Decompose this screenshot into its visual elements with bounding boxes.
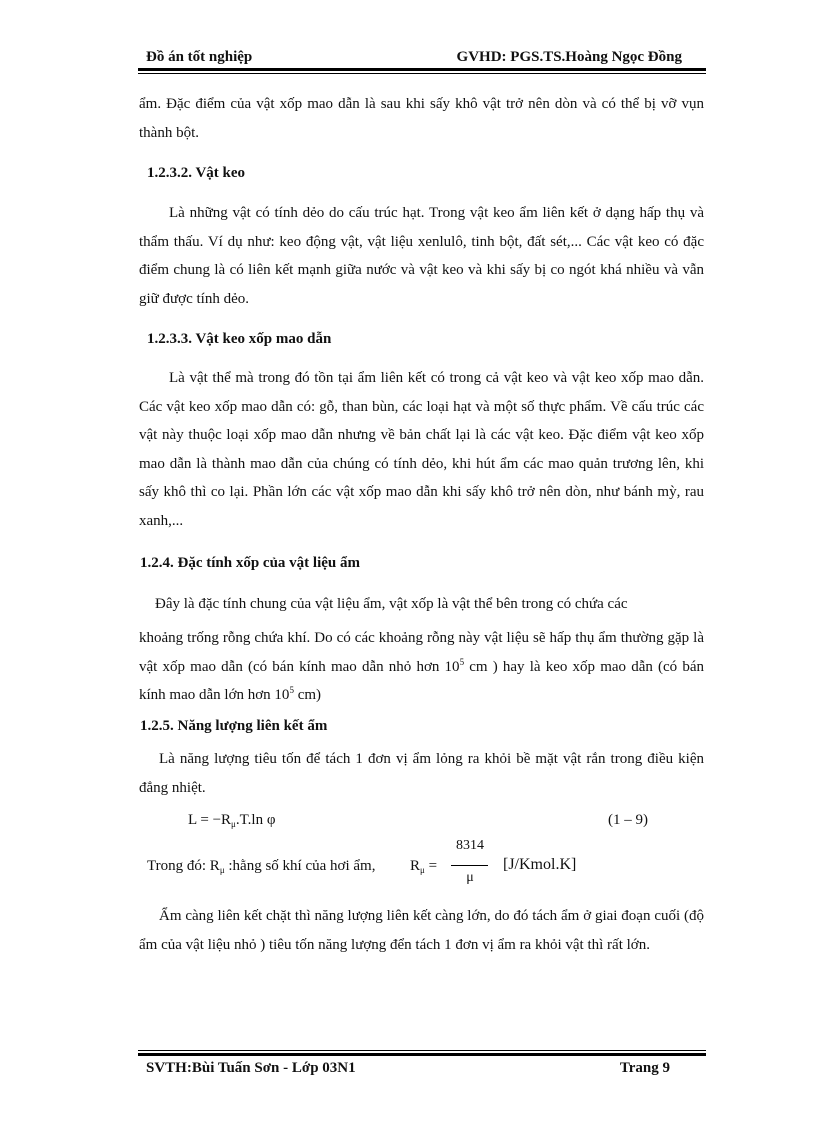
page-header bbox=[146, 49, 702, 69]
paragraph-bond-strength: Ẩm càng liên kết chặt thì năng lượng liên kết càng lớn, do đó tách ẩm ở giai đoạn cuối (độ ẩm của vật liệu nhỏ ) tiêu tốn năng lượng đển tách 1 đơn vị ẩm ra khỏi vật thì rất lớn. bbox=[139, 908, 704, 953]
paragraph-porosity-body: khoảng trống rỗng chứa khí. Do có các khoảng rỗng này vật liệu sẽ hấp thụ ẩm thường gặp là vật xốp mao dẫn (có bán kính mao dẫn nhỏ hơn $10^5$ cm ) hay là keo xốp mao dẫn (có bán kính mao dẫn lớn hơn $10^5$ cm) bbox=[139, 630, 704, 703]
equation-1-9: $L = -R_\mu.T.\ln$ φ bbox=[188, 812, 276, 829]
heading-1-2-5: 1.2.5. Năng lượng liên kết ẩm bbox=[140, 718, 328, 734]
unit-label: [J/Kmol.K] bbox=[503, 856, 577, 873]
gas-constant-symbol: $R_\mu$ = bbox=[410, 858, 438, 875]
paragraph-porosity-intro: Đây là đặc tính chung của vật liệu ẩm, vật xốp là vật thể bên trong có chứa các bbox=[155, 596, 628, 612]
fraction-denominator: μ bbox=[466, 870, 474, 885]
fraction-bar bbox=[451, 865, 488, 866]
footer-student: SVTH:Bùi Tuấn Sơn - Lớp 03N1 bbox=[146, 1060, 356, 1076]
fraction-numerator: 8314 bbox=[456, 838, 484, 853]
paragraph-bond-energy: Là năng lượng tiêu tốn để tách 1 đơn vị ẩm lỏng ra khỏi bề mặt vật rắn trong điều kiện đẳng nhiệt. bbox=[139, 751, 704, 796]
footer-page-number: Trang 9 bbox=[619, 1060, 670, 1076]
equation-number: (1 – 9) bbox=[608, 812, 648, 828]
paragraph-colloid-capillary: Là vật thể mà trong đó tồn tại ẩm liên kết có trong cả vật keo và vật keo xốp mao dẫn. Các vật keo xốp mao dẫn có: gỗ, than bùn, các loại hạt và một số thực phẩm. Về cấu trúc các vật này thuộc loại xốp mao dẫn nhưng về bản chất lại là các vật keo. Đặc điểm vật keo xốp mao dẫn là thành mao dẫn của chúng có tính dẻo, khi hút ẩm các mao quản trương lên, khi sấy khô thì co lại. Phần lớn các vật xốp mao dẫn khi sấy khô trở nên dòn, như bánh mỳ, rau xanh,... bbox=[139, 370, 704, 529]
heading-1-2-3-3: 1.2.3.3. Vật keo xốp mao dẫn bbox=[147, 331, 332, 347]
footer-rule-thick bbox=[138, 1053, 706, 1056]
paragraph-porous-capillary-end: ẩm. Đặc điểm của vật xốp mao dẫn là sau khi sấy khô vật trở nên dòn và có thể bị vỡ vụn thành bột. bbox=[139, 96, 704, 141]
paragraph-colloid: Là những vật có tính dẻo do cấu trúc hạt. Trong vật keo ẩm liên kết ở dạng hấp thụ và thẩm thấu. Ví dụ như: keo động vật, vật liệu xenlulô, tinh bột, đất sét,... Các vật keo có đặc điểm chung là có liên kết mạnh giữa nước và vật keo và khi sấy bị co ngót khá nhiều và vẫn giữ được tính dẻo. bbox=[139, 205, 704, 307]
heading-1-2-3-2: 1.2.3.2. Vật keo bbox=[147, 165, 246, 181]
header-advisor: GVHD: PGS.TS.Hoàng Ngọc Đồng bbox=[456, 49, 682, 65]
heading-1-2-4: 1.2.4. Đặc tính xốp của vật liệu ẩm bbox=[140, 555, 361, 571]
header-thesis-label: Đồ án tốt nghiệp bbox=[146, 49, 253, 65]
footer-rule-thin bbox=[138, 1050, 706, 1051]
header-rule-thin bbox=[138, 73, 706, 74]
where-clause: Trong đó: $R_\mu$ :hằng số khí của hơi ẩm, bbox=[147, 858, 376, 875]
header-rule-thick bbox=[138, 68, 706, 71]
